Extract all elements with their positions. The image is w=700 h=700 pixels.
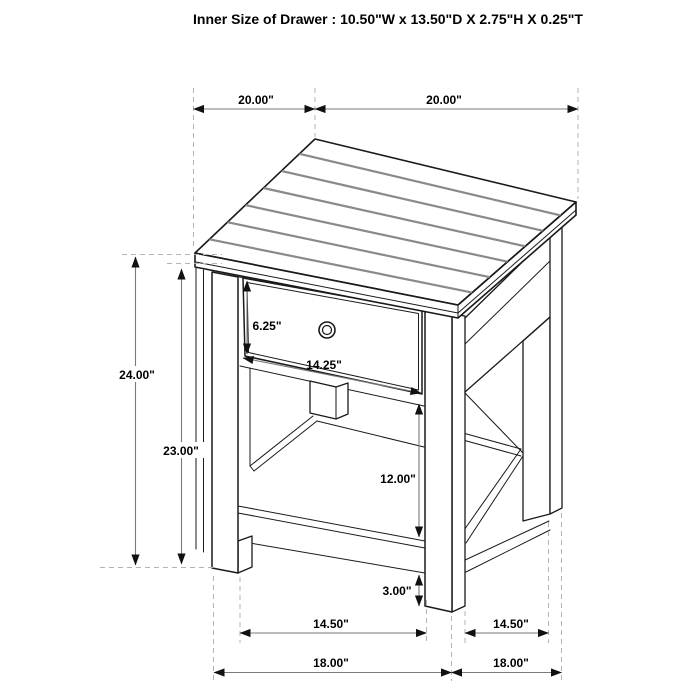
dim-label-height-to-apron: 23.00" (163, 444, 199, 458)
diagram-title: Inner Size of Drawer : 10.50"W x 13.50"D X 2.75"H X 0.25"T (193, 11, 583, 27)
dim-label-drawer-width: 14.25" (306, 358, 342, 372)
dim-label-front-outer: 18.00" (313, 656, 349, 670)
dim-label-side-outer: 18.00" (493, 656, 529, 670)
dim-label-shelf-opening: 12.00" (380, 472, 416, 486)
back-right-leg (523, 228, 562, 521)
dim-label-drawer-height: 6.25" (252, 319, 282, 333)
dim-label-front-inner: 14.50" (313, 617, 349, 631)
dimension-lines (136, 109, 579, 673)
end-table-drawing (195, 139, 576, 612)
left-panel-edge (196, 267, 204, 552)
shelf-front-rail (238, 506, 425, 573)
front-right-leg (425, 309, 465, 612)
dim-label-height-total: 24.00" (119, 368, 155, 382)
dim-label-top-depth: 20.00" (238, 93, 274, 107)
dim-label-side-inner: 14.50" (493, 617, 529, 631)
extension-lines (100, 88, 578, 681)
drawer-support-block (310, 381, 348, 419)
dim-label-foot-height: 3.00" (382, 584, 412, 598)
dim-label-top-width: 20.00" (426, 93, 462, 107)
dimension-annotations (100, 88, 578, 681)
